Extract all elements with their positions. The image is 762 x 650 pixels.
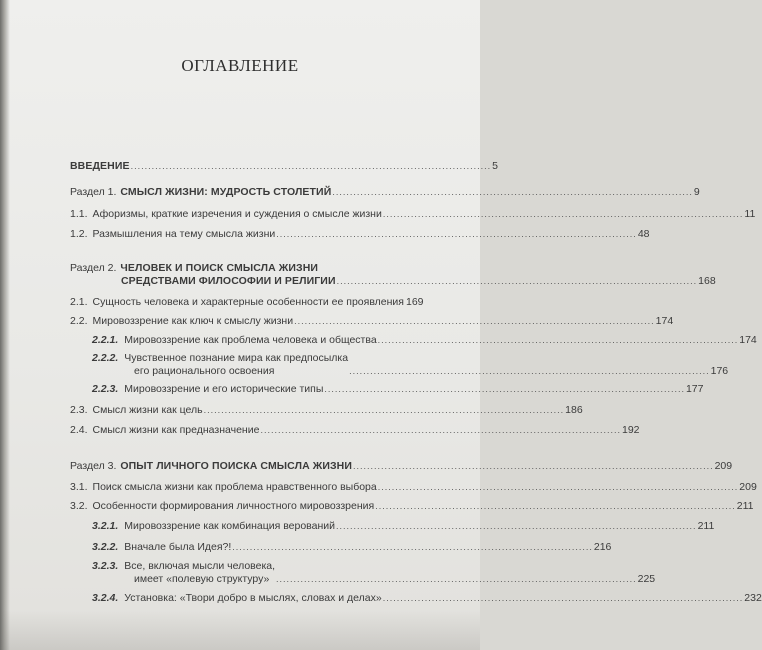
toc-entry-number: 1.1. — [70, 208, 88, 220]
toc-entry-label: Смысл жизни как предназначение — [92, 424, 260, 436]
toc-entry-number: 3.1. — [70, 481, 88, 493]
toc-entry-page: 225 — [637, 573, 656, 585]
toc-entry-number: 2.1. — [70, 296, 88, 308]
leader-dots: ....................................................................................................... — [294, 316, 655, 326]
toc-entry-number: 2.2.3. — [92, 383, 119, 395]
toc-entry-1-2 — [70, 228, 650, 241]
page-binding-shadow — [0, 0, 10, 650]
toc-entry-2-1 — [70, 296, 424, 309]
leader-dots: ....................................................................................................... — [336, 521, 697, 531]
leader-dots: ....................................................................................................... — [349, 366, 710, 376]
toc-entry-page: 211 — [736, 500, 754, 512]
section-prefix: Раздел 2. — [70, 262, 117, 274]
toc-entry-label: Афоризмы, краткие изречения и суждения о смысле жизни — [92, 208, 382, 220]
toc-entry-page: 186 — [565, 404, 583, 416]
toc-entry-3-2-3 — [92, 560, 656, 586]
toc-entry-page: 176 — [710, 365, 729, 377]
toc-entry-page: 216 — [593, 541, 612, 553]
toc-entry-page: 5 — [492, 160, 498, 172]
toc-entry-label: Смысл жизни как цель — [92, 404, 203, 416]
toc-entry-label: Размышления на тему смысла жизни — [92, 228, 276, 240]
leader-dots: ....................................................................................................... — [276, 574, 637, 584]
toc-entry-number: 1.2. — [70, 228, 88, 240]
toc-entry-label-line-2: имеет «полевую структуру» — [134, 573, 270, 585]
leader-dots: ....................................................................................................... — [336, 276, 698, 286]
toc-entry-page: 211 — [697, 520, 715, 532]
leader-dots: ....................................................................................................... — [232, 542, 593, 552]
toc-entry-label: Установка: «Твори добро в мыслях, словах и делах» — [124, 592, 382, 604]
toc-entry-page: 174 — [739, 334, 757, 346]
toc-entry-number: 3.2.1. — [92, 520, 119, 532]
page-bottom-shadow — [0, 610, 480, 650]
toc-entry-page: 174 — [655, 315, 674, 327]
toc-entry-page: 209 — [739, 481, 757, 493]
toc-entry-2-2-1 — [92, 334, 757, 347]
toc-entry-3-2 — [70, 500, 754, 513]
toc-entry-label: ОПЫТ ЛИЧНОГО ПОИСКА СМЫСЛА ЖИЗНИ — [120, 460, 353, 472]
toc-entry-number: 2.2. — [70, 315, 88, 327]
toc-entry-2-4 — [70, 424, 640, 437]
toc-entry-3-1 — [70, 481, 757, 494]
toc-entry-label: Вначале была Идея?! — [124, 541, 232, 553]
leader-dots: ....................................................................................................... — [324, 384, 685, 394]
toc-entry-3-2-2 — [92, 541, 612, 554]
leader-dots: ....................................................................................................... — [276, 229, 637, 239]
toc-entry-page: 9 — [693, 186, 700, 198]
leader-dots: ....................................................................................................... — [130, 161, 492, 171]
toc-entry-number: 2.2.2. — [92, 352, 119, 364]
toc-entry-label: Поиск смысла жизни как проблема нравственного выбора — [92, 481, 377, 493]
toc-entry-3-2-4 — [92, 592, 762, 605]
toc-entry-page: 11 — [744, 208, 756, 220]
toc-entry-page: 169 — [405, 296, 424, 308]
toc-entry-page: 177 — [685, 383, 704, 395]
leader-dots: ....................................................................................................... — [377, 335, 739, 345]
toc-entry-number: 2.2.1. — [92, 334, 119, 346]
leader-dots: ....................................................................................................... — [353, 461, 714, 471]
leader-dots: ....................................................................................................... — [375, 501, 736, 511]
toc-entry-label: Мировоззрение как комбинация верований — [124, 520, 335, 532]
toc-entry-2-2-3 — [92, 383, 704, 396]
toc-entry-label-line-2: его рационального освоения — [134, 365, 275, 377]
toc-entry-label-line-2: СРЕДСТВАМИ ФИЛОСОФИИ И РЕЛИГИИ — [121, 275, 336, 287]
toc-entry-label: Мировоззрение как ключ к смыслу жизни — [92, 315, 294, 327]
leader-dots: ....................................................................................................... — [332, 187, 693, 197]
toc-entry-page: 232 — [744, 592, 762, 604]
toc-entry-label: Сущность человека и характерные особенности ее проявления — [92, 296, 404, 308]
section-prefix: Раздел 3. — [70, 460, 117, 472]
toc-entry-label-line-1: Чувственное познание мира как предпосылка — [124, 352, 349, 364]
toc-entry-2-2 — [70, 315, 674, 328]
toc-entry-section-1 — [70, 186, 700, 199]
leader-dots: ....................................................................................................... — [382, 593, 744, 603]
leader-dots: ....................................................................................................... — [382, 209, 744, 219]
section-prefix: Раздел 1. — [70, 186, 117, 198]
toc-entry-number: 3.2. — [70, 500, 88, 512]
page-title: ОГЛАВЛЕНИЕ — [181, 56, 299, 75]
toc-entry-number: 2.4. — [70, 424, 88, 436]
toc-entry-number: 2.3. — [70, 404, 88, 416]
toc-entry-1-1 — [70, 208, 756, 221]
toc-entry-label: ВВЕДЕНИЕ — [70, 160, 130, 172]
toc-entry-page: 48 — [637, 228, 650, 240]
toc-entry-page: 168 — [698, 275, 716, 287]
toc-entry-label: Мировоззрение и его исторические типы — [124, 383, 324, 395]
toc-entry-label: Особенности формирования личностного мировоззрения — [92, 500, 375, 512]
leader-dots: ....................................................................................................... — [377, 482, 739, 492]
toc-entry-label-line-1: Все, включая мысли человека, — [124, 560, 276, 572]
toc-entry-section-2 — [70, 262, 716, 288]
toc-entry-number: 3.2.3. — [92, 560, 119, 572]
toc-entry-number: 3.2.2. — [92, 541, 119, 553]
toc-entry-2-2-2 — [92, 352, 729, 378]
toc-entry-section-3 — [70, 460, 733, 473]
toc-entry-label-line-1: ЧЕЛОВЕК И ПОИСК СМЫСЛА ЖИЗНИ — [120, 262, 319, 274]
toc-entry-page: 209 — [714, 460, 733, 472]
toc-entry-label: СМЫСЛ ЖИЗНИ: МУДРОСТЬ СТОЛЕТИЙ — [120, 186, 332, 198]
toc-entry-2-3 — [70, 404, 583, 417]
toc-entry-page: 192 — [622, 424, 640, 436]
toc-entry-introduction — [70, 160, 498, 173]
leader-dots: ....................................................................................................... — [260, 425, 621, 435]
toc-entry-3-2-1 — [92, 520, 715, 533]
toc-entry-label: Мировоззрение как проблема человека и общества — [124, 334, 377, 346]
toc-entry-number: 3.2.4. — [92, 592, 119, 604]
leader-dots: ....................................................................................................... — [203, 405, 565, 415]
